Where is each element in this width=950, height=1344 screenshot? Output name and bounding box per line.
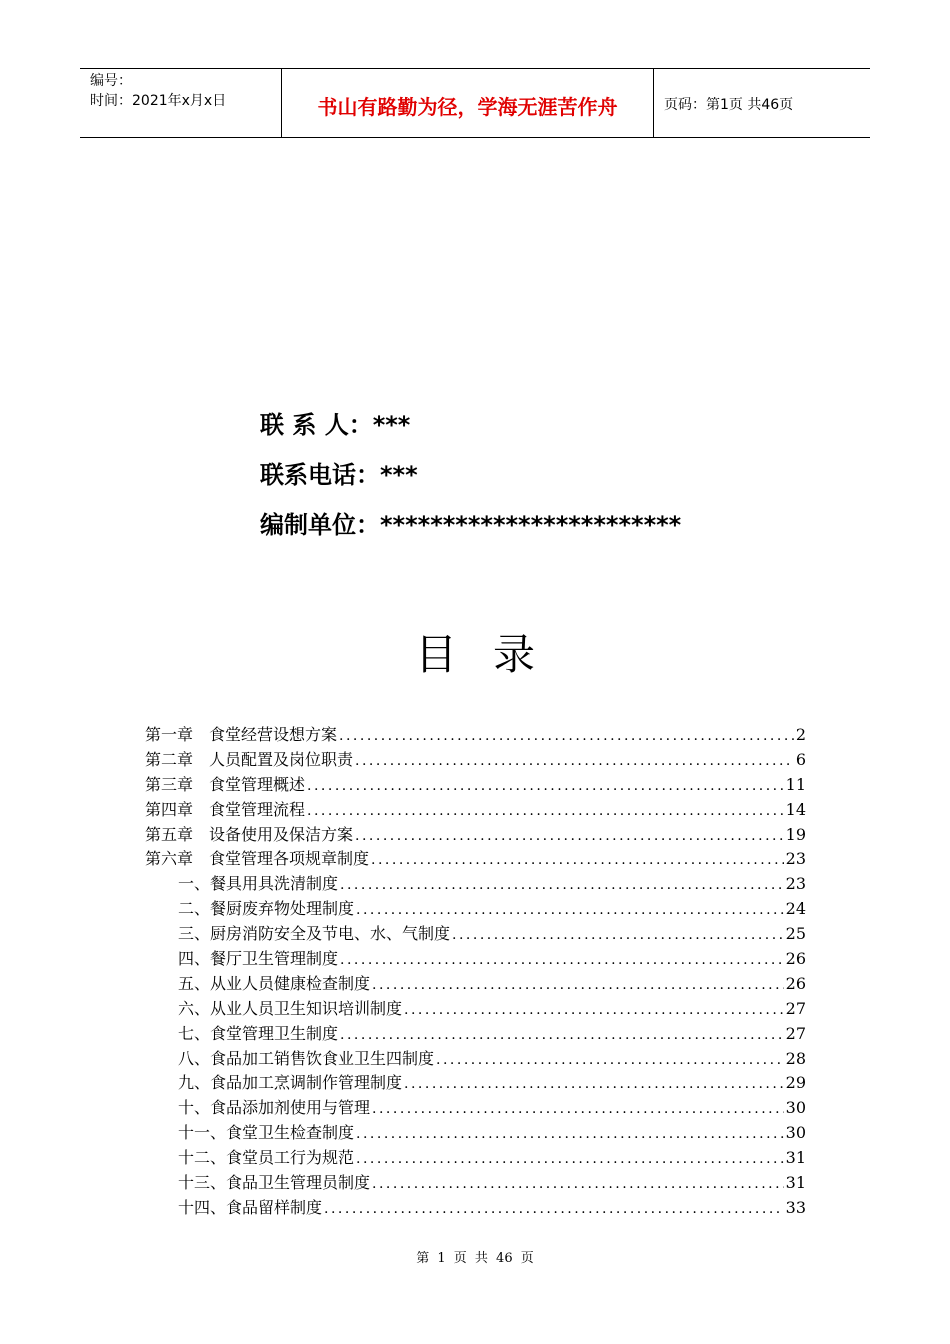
toc-leader-dots — [372, 977, 784, 993]
toc-entry[interactable] — [145, 797, 806, 822]
toc-entry-page: 27 — [785, 1023, 806, 1043]
toc-entry-page: 6 — [795, 749, 806, 769]
toc-entry[interactable] — [145, 772, 806, 797]
toc-entry[interactable] — [145, 1120, 806, 1145]
toc-leader-dots — [339, 728, 794, 744]
contact-person: 联 系 人：*** — [260, 411, 411, 439]
toc-leader-dots — [307, 778, 784, 794]
time-label: 时间：2021年x月x日 — [90, 93, 227, 109]
toc-entry-label: 十三、食品卫生管理员制度 — [178, 1173, 371, 1193]
toc-entry-page: 24 — [785, 899, 806, 919]
header-motto: 书山有路勤为径，学海无涯苦作舟 — [282, 69, 654, 137]
toc-entry-label: 第三章 食堂管理概述 — [145, 774, 306, 794]
toc-leader-dots — [404, 1076, 784, 1092]
toc-entry-label: 七、食堂管理卫生制度 — [178, 1023, 339, 1043]
toc-leader-dots — [340, 1027, 784, 1043]
toc-entry[interactable] — [145, 1070, 806, 1095]
toc-entry-page: 33 — [785, 1197, 806, 1217]
toc-entry-page: 28 — [785, 1048, 806, 1068]
contact-phone: 联系电话：*** — [260, 461, 418, 489]
toc-entry-label: 第五章 设备使用及保洁方案 — [145, 824, 354, 844]
table-of-contents — [145, 722, 806, 1220]
toc-entry-label: 第二章 人员配置及岗位职责 — [145, 749, 354, 769]
toc-leader-dots — [340, 952, 784, 968]
toc-entry-label: 二、餐厨废弃物处理制度 — [178, 899, 355, 919]
toc-leader-dots — [340, 877, 784, 893]
toc-entry-page: 30 — [785, 1123, 806, 1143]
page-header — [80, 68, 870, 138]
toc-leader-dots — [372, 1176, 784, 1192]
toc-entry-label: 一、餐具用具洗清制度 — [178, 874, 339, 894]
toc-entry[interactable] — [145, 1195, 806, 1220]
header-page-info: 页码：第1页 共46页 — [664, 97, 794, 113]
toc-entry[interactable] — [145, 747, 806, 772]
toc-entry-label: 六、从业人员卫生知识培训制度 — [178, 998, 403, 1018]
toc-entry-page: 26 — [785, 949, 806, 969]
toc-entry-label: 第六章 食堂管理各项规章制度 — [145, 849, 370, 869]
toc-entry-page: 23 — [785, 874, 806, 894]
toc-entry[interactable] — [145, 1021, 806, 1046]
toc-entry-page: 19 — [785, 824, 806, 844]
toc-entry[interactable] — [145, 722, 806, 747]
toc-entry-page: 26 — [785, 973, 806, 993]
toc-leader-dots — [355, 753, 794, 769]
toc-entry-page: 27 — [785, 998, 806, 1018]
page-footer: 第 1 页 共 46 页 — [416, 1251, 534, 1266]
contact-unit: 编制单位：************************ — [260, 511, 682, 539]
toc-entry[interactable] — [145, 996, 806, 1021]
toc-entry[interactable] — [145, 1145, 806, 1170]
toc-entry[interactable] — [145, 822, 806, 847]
toc-entry-label: 十二、食堂员工行为规范 — [178, 1148, 355, 1168]
toc-leader-dots — [436, 1052, 784, 1068]
toc-entry-label: 十、食品添加剂使用与管理 — [178, 1098, 371, 1118]
number-label: 编号： — [90, 73, 132, 89]
toc-entry-label: 十四、食品留样制度 — [178, 1197, 323, 1217]
toc-entry[interactable] — [145, 871, 806, 896]
toc-leader-dots — [356, 902, 784, 918]
toc-entry-label: 十一、食堂卫生检查制度 — [178, 1123, 355, 1143]
toc-entry[interactable] — [145, 946, 806, 971]
toc-entry-page: 31 — [785, 1173, 806, 1193]
toc-entry-label: 第四章 食堂管理流程 — [145, 799, 306, 819]
toc-entry[interactable] — [145, 896, 806, 921]
toc-title: 目录 — [414, 630, 571, 679]
toc-leader-dots — [452, 927, 784, 943]
toc-entry-label: 三、厨房消防安全及节电、水、气制度 — [178, 924, 451, 944]
toc-entry-page: 11 — [785, 774, 806, 794]
toc-entry-page: 31 — [785, 1148, 806, 1168]
toc-entry-page: 25 — [785, 924, 806, 944]
toc-entry-page: 2 — [795, 725, 806, 744]
toc-entry[interactable] — [145, 1170, 806, 1195]
toc-entry-label: 四、餐厅卫生管理制度 — [178, 949, 339, 969]
toc-entry[interactable] — [145, 1095, 806, 1120]
toc-entry-page: 30 — [785, 1098, 806, 1118]
toc-leader-dots — [371, 852, 784, 868]
toc-entry-label: 八、食品加工销售饮食业卫生四制度 — [178, 1048, 435, 1068]
toc-entry[interactable] — [145, 971, 806, 996]
toc-leader-dots — [307, 803, 784, 819]
toc-leader-dots — [404, 1002, 784, 1018]
toc-entry-page: 29 — [785, 1073, 806, 1093]
toc-entry-label: 第一章 食堂经营设想方案 — [145, 725, 338, 744]
toc-entry-label: 九、食品加工烹调制作管理制度 — [178, 1073, 403, 1093]
toc-entry-page: 14 — [785, 799, 806, 819]
toc-entry[interactable] — [145, 846, 806, 871]
toc-leader-dots — [356, 1126, 784, 1142]
toc-leader-dots — [324, 1201, 784, 1217]
toc-entry[interactable] — [145, 1046, 806, 1071]
toc-entry-page: 23 — [785, 849, 806, 869]
toc-leader-dots — [372, 1101, 784, 1117]
toc-leader-dots — [356, 1151, 784, 1167]
toc-entry-label: 五、从业人员健康检查制度 — [178, 973, 371, 993]
toc-entry[interactable] — [145, 921, 806, 946]
toc-leader-dots — [355, 828, 784, 844]
header-meta — [80, 69, 282, 137]
